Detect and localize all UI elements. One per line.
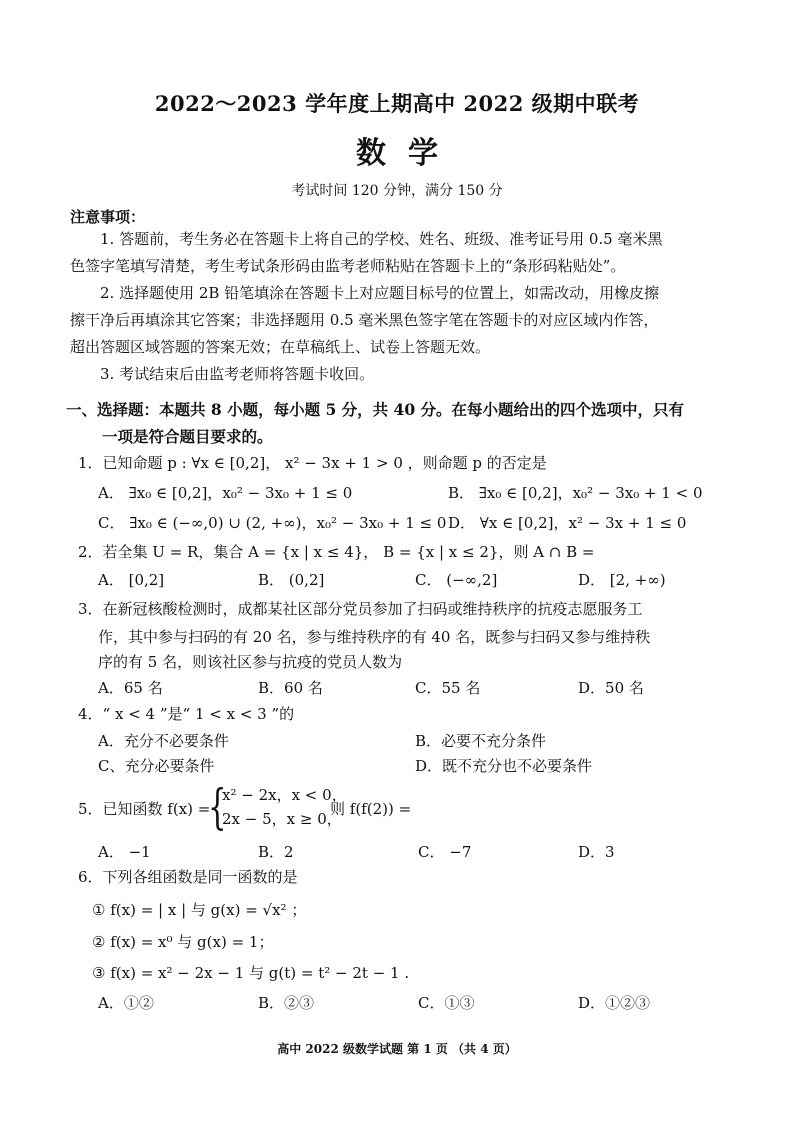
notice-heading: 注意事项： xyxy=(70,208,146,226)
question-1-option-d: D． ∀x ∈ [0,2]，x² − 3x + 1 ≤ 0 xyxy=(448,514,687,532)
question-2-option-c: C． (−∞,2] xyxy=(415,571,498,589)
question-6-item-3: ③ f(x) = x² − 2x − 1 与 g(t) = t² − 2t − 1 . xyxy=(92,964,410,982)
page-footer: 高中 2022 级数学试题 第 1 页 （共 4 页） xyxy=(277,1042,517,1056)
question-5-option-d: D．3 xyxy=(578,843,615,861)
question-6-stem: 6．下列各组函数是同一函数的是 xyxy=(78,868,298,886)
question-6-option-d: D．①②③ xyxy=(578,994,651,1012)
section-heading-line1: 一、选择题：本题共 8 小题，每小题 5 分，共 40 分。在每小题给出的四个选项中，只有 xyxy=(66,400,685,419)
piecewise-case-2: 2x − 5，x ≥ 0， xyxy=(222,810,342,828)
question-6-item-1: ① f(x) = | x | 与 g(x) = √x² ； xyxy=(92,901,307,919)
question-3-line2: 作，其中参与扫码的有 20 名，参与维持秩序的有 40 名，既参与扫码又参与维持秩 xyxy=(98,628,651,646)
question-5-suffix: 则 f(f(2)) = xyxy=(330,800,412,818)
notice-item-3: 3. 考试结束后由监考老师将答题卡收回。 xyxy=(100,365,375,383)
question-2-option-d: D． [2, +∞) xyxy=(578,571,666,589)
question-2-option-a: A． [0,2] xyxy=(98,571,165,589)
section-heading xyxy=(66,396,730,450)
question-6-item-2: ② f(x) = x⁰ 与 g(x) = 1； xyxy=(92,933,274,951)
question-3-line3: 序的有 5 名，则该社区参与抗疫的党员人数为 xyxy=(98,653,403,671)
piecewise-case-1: x² − 2x，x < 0， xyxy=(222,786,347,804)
question-5-prefix: 5．已知函数 f(x) = xyxy=(78,800,211,818)
section-heading-line2: 一项是符合题目要求的。 xyxy=(102,427,273,446)
question-2-stem: 2．若全集 U = R，集合 A = {x | x ≤ 4}， B = {x | x ≤ 2}，则 A ∩ B = xyxy=(78,543,595,561)
question-5-option-c: C． −7 xyxy=(418,843,472,861)
brace-icon: { xyxy=(208,779,227,835)
question-3-option-a: A．65 名 xyxy=(98,679,163,697)
question-3-option-d: D．50 名 xyxy=(578,679,644,697)
question-3-line1: 3．在新冠核酸检测时，成都某社区部分党员参加了扫码或维持秩序的抗疫志愿服务工 xyxy=(78,600,643,618)
exam-info: 考试时间 120 分钟，满分 150 分 xyxy=(291,183,503,199)
question-1-option-a: A． ∃x₀ ∈ [0,2]，x₀² − 3x₀ + 1 ≤ 0 xyxy=(98,484,353,502)
question-5-option-a: A． −1 xyxy=(98,843,151,861)
question-1-option-b: B． ∃x₀ ∈ [0,2]，x₀² − 3x₀ + 1 < 0 xyxy=(448,484,703,502)
subject-title: 数学 xyxy=(356,136,460,171)
notice-item-2: 2. 选择题使用 2B 铅笔填涂在答题卡上对应题目标号的位置上，如需改动，用橡皮擦擦干净后再填涂其它答案；非选择题用 0.5 毫米黑色签字笔在答题卡的对应区域内作答，超出答题区域答题的答案无效；在草稿纸上、试卷上答题无效。 xyxy=(70,284,660,356)
question-5-option-b: B．2 xyxy=(258,843,294,861)
question-1-stem: 1．已知命题 p : ∀x ∈ [0,2]， x² − 3x + 1 > 0 ，则命题 p 的否定是 xyxy=(78,454,547,472)
exam-title: 2022～2023 学年度上期高中 2022 级期中联考 xyxy=(154,91,640,116)
question-6-option-c: C．①③ xyxy=(418,994,475,1012)
question-4-option-a: A．充分不必要条件 xyxy=(98,732,229,750)
question-3-option-c: C．55 名 xyxy=(415,679,481,697)
notice-item-1: 1. 答题前，考生务必在答题卡上将自己的学校、姓名、班级、准考证号用 0.5 毫米黑色签字笔填写清楚，考生考试条形码由监考老师粘贴在答题卡上的“条形码粘贴处”。 xyxy=(70,230,663,275)
question-1-option-c: C． ∃x₀ ∈ (−∞,0) ∪ (2, +∞)，x₀² − 3x₀ + 1 ≤ 0 xyxy=(98,514,447,532)
question-4-option-b: B．必要不充分条件 xyxy=(415,732,547,750)
piecewise-brace xyxy=(202,779,347,835)
question-4-option-d: D．既不充分也不必要条件 xyxy=(415,757,593,775)
question-3-option-b: B．60 名 xyxy=(258,679,323,697)
question-4-option-c: C、充分必要条件 xyxy=(98,757,215,775)
question-4-stem: 4．“ x < 4 ”是“ 1 < x < 3 ”的 xyxy=(78,705,295,723)
question-6-option-a: A．①② xyxy=(98,994,154,1012)
notice-body xyxy=(70,226,670,388)
question-2-option-b: B． (0,2] xyxy=(258,571,325,589)
question-6-option-b: B．②③ xyxy=(258,994,315,1012)
